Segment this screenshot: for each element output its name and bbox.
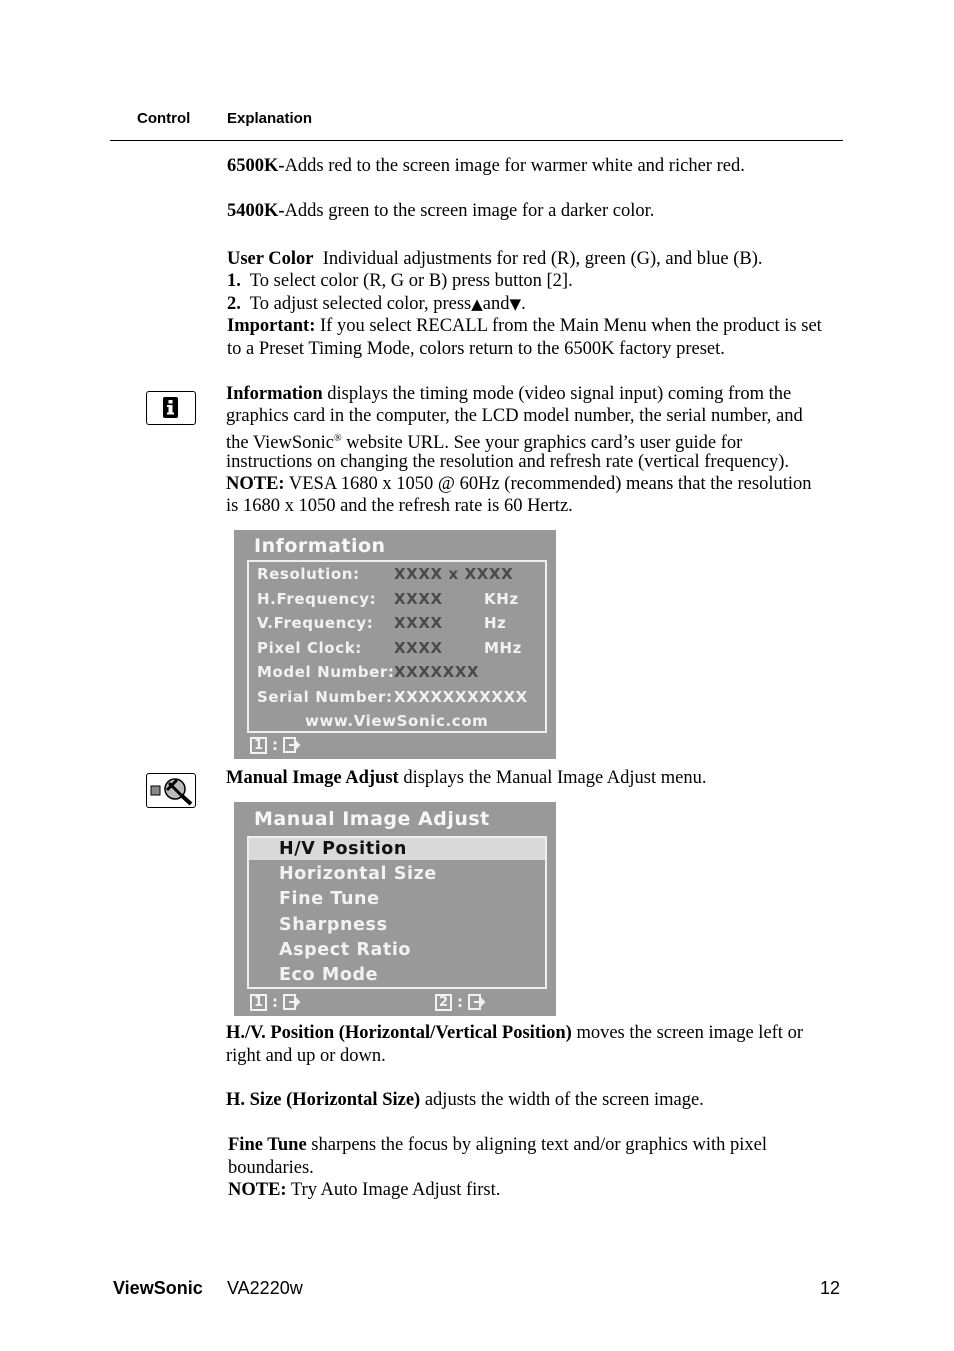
down-triangle-icon: ▼: [509, 295, 522, 313]
user-color-step-2: [227, 293, 526, 315]
osd-value: XXXXXXX: [394, 663, 480, 681]
column-header-control: Control: [137, 110, 191, 127]
osd-label: V.Frequency:: [257, 614, 374, 632]
text-5400k: Adds green to the screen image for a darker color.: [284, 201, 655, 221]
manual-image-adjust-osd-screenshot: [234, 802, 556, 1016]
user-color-intro: Individual adjustments for red (R), green (G), and blue (B).: [322, 249, 763, 269]
osd-label: Model Number:: [257, 663, 395, 681]
information-text-3a: the ViewSonic: [226, 433, 334, 454]
exit-icon: [283, 994, 301, 1014]
hv-position-line-2: right and up or down.: [226, 1046, 386, 1066]
note-label: NOTE:: [226, 474, 285, 494]
up-triangle-icon: ▲: [471, 295, 483, 313]
manual-image-adjust-line: [226, 767, 706, 789]
important-line-2: to a Preset Timing Mode, colors return to the 6500K factory preset.: [227, 339, 725, 359]
h-size-line: [226, 1089, 704, 1111]
exit-icon: [283, 737, 301, 757]
osd-row-serial-number: [257, 688, 393, 706]
osd-menu-item-fine-tune: Fine Tune: [279, 889, 380, 909]
step-1-number: 1.: [227, 271, 241, 291]
enter-icon: [468, 994, 486, 1014]
note-label: NOTE:: [228, 1180, 287, 1200]
footer-page-number: 12: [820, 1278, 841, 1298]
osd-row-pixel-clock: [257, 639, 362, 657]
step-2-text-b: and: [482, 294, 510, 314]
osd-unit: MHz: [484, 639, 523, 657]
osd-title: Information: [254, 535, 386, 557]
osd-key-1: 1: [250, 737, 267, 754]
osd-menu-item-sharpness: Sharpness: [279, 915, 388, 935]
user-color-line: [227, 248, 763, 270]
term-manual-image-adjust: Manual Image Adjust: [226, 768, 399, 788]
information-note-line: [226, 473, 812, 495]
osd-unit: Hz: [484, 614, 507, 632]
osd-value: XXXX x XXXX: [394, 565, 514, 583]
osd-colon: :: [272, 736, 278, 754]
osd-menu-item-eco-mode: Eco Mode: [279, 965, 379, 985]
information-text-1: displays the timing mode (video signal input) coming from the: [327, 384, 792, 404]
osd-row-hfrequency: [257, 590, 376, 608]
osd-value: XXXXXXXXXXX: [394, 688, 528, 706]
osd-colon: :: [272, 993, 278, 1011]
term-h-size: H. Size (Horizontal Size): [226, 1090, 421, 1110]
osd-key-1: 1: [250, 994, 267, 1011]
osd-title: Manual Image Adjust: [254, 808, 490, 830]
fine-tune-note: Try Auto Image Adjust first.: [290, 1180, 501, 1200]
column-header-explanation: Explanation: [227, 110, 313, 127]
important-line-1: [227, 315, 822, 337]
osd-colon: :: [457, 993, 463, 1011]
information-line-6: is 1680 x 1050 and the refresh rate is 60 Hertz.: [226, 496, 573, 516]
important-text-1: If you select RECALL from the Main Menu when the product is set: [320, 316, 822, 336]
osd-label: H.Frequency:: [257, 590, 377, 608]
fine-tune-text-1: sharpens the focus by aligning text and/or graphics with pixel: [311, 1135, 768, 1155]
term-5400k: 5400K-: [227, 201, 285, 221]
osd-unit: KHz: [484, 590, 519, 608]
paragraph-6500k: [227, 155, 745, 177]
osd-value: XXXX: [394, 639, 443, 657]
osd-value: XXXX: [394, 614, 443, 632]
information-note: VESA 1680 x 1050 @ 60Hz (recommended) means that the resolution: [288, 474, 812, 494]
term-hv-position: H./V. Position (Horizontal/Vertical Position): [226, 1023, 572, 1043]
term-fine-tune: Fine Tune: [228, 1135, 307, 1155]
information-text-3b: website URL. See your graphics card’s user guide for: [346, 433, 743, 454]
fine-tune-note-line: [228, 1179, 500, 1201]
information-line-2: graphics card in the computer, the LCD model number, the serial number, and: [226, 406, 803, 426]
paragraph-5400k: [227, 200, 654, 222]
information-line-4: instructions on changing the resolution and refresh rate (vertical frequency).: [226, 452, 790, 472]
osd-menu-item-hv-position: H/V Position: [279, 839, 407, 859]
info-icon: [146, 391, 196, 425]
fine-tune-line-1: [228, 1134, 767, 1156]
term-user-color: User Color: [227, 249, 314, 269]
osd-row-vfrequency: [257, 614, 373, 632]
fine-tune-line-2: boundaries.: [228, 1158, 314, 1178]
footer-brand: ViewSonic: [113, 1278, 203, 1298]
osd-label: Resolution:: [257, 565, 360, 583]
manual-image-adjust-text: displays the Manual Image Adjust menu.: [403, 768, 707, 788]
step-1-text: To select color (R, G or B) press button [2].: [249, 271, 573, 291]
step-2-text-c: .: [521, 294, 526, 314]
osd-menu-item-horizontal-size: Horizontal Size: [279, 864, 437, 884]
term-6500k: 6500K-: [227, 156, 285, 176]
step-2-text-a: To adjust selected color, press: [249, 294, 472, 314]
osd-url: www.ViewSonic.com: [305, 712, 489, 730]
osd-value: XXXX: [394, 590, 443, 608]
hv-position-text-1: moves the screen image left or: [576, 1023, 803, 1043]
registered-mark: ®: [334, 433, 342, 444]
user-color-step-1: [227, 270, 573, 292]
osd-row-model-number: [257, 663, 394, 681]
h-size-text: adjusts the width of the screen image.: [424, 1090, 704, 1110]
important-label: Important:: [227, 316, 316, 336]
information-osd-screenshot: [234, 530, 556, 759]
term-information: Information: [226, 384, 323, 404]
osd-menu-item-aspect-ratio: Aspect Ratio: [279, 940, 412, 960]
text-6500k: Adds red to the screen image for warmer white and richer red.: [284, 156, 745, 176]
footer-model: VA2220w: [227, 1278, 303, 1298]
step-2-number: 2.: [227, 294, 241, 314]
osd-key-2: 2: [435, 994, 452, 1011]
hv-position-line-1: [226, 1022, 803, 1044]
wrench-adjust-icon: [146, 773, 196, 808]
header-divider: [110, 140, 843, 141]
osd-row-resolution: [257, 565, 360, 583]
information-line-1: [226, 383, 791, 405]
osd-label: Serial Number:: [257, 688, 393, 706]
osd-label: Pixel Clock:: [257, 639, 362, 657]
